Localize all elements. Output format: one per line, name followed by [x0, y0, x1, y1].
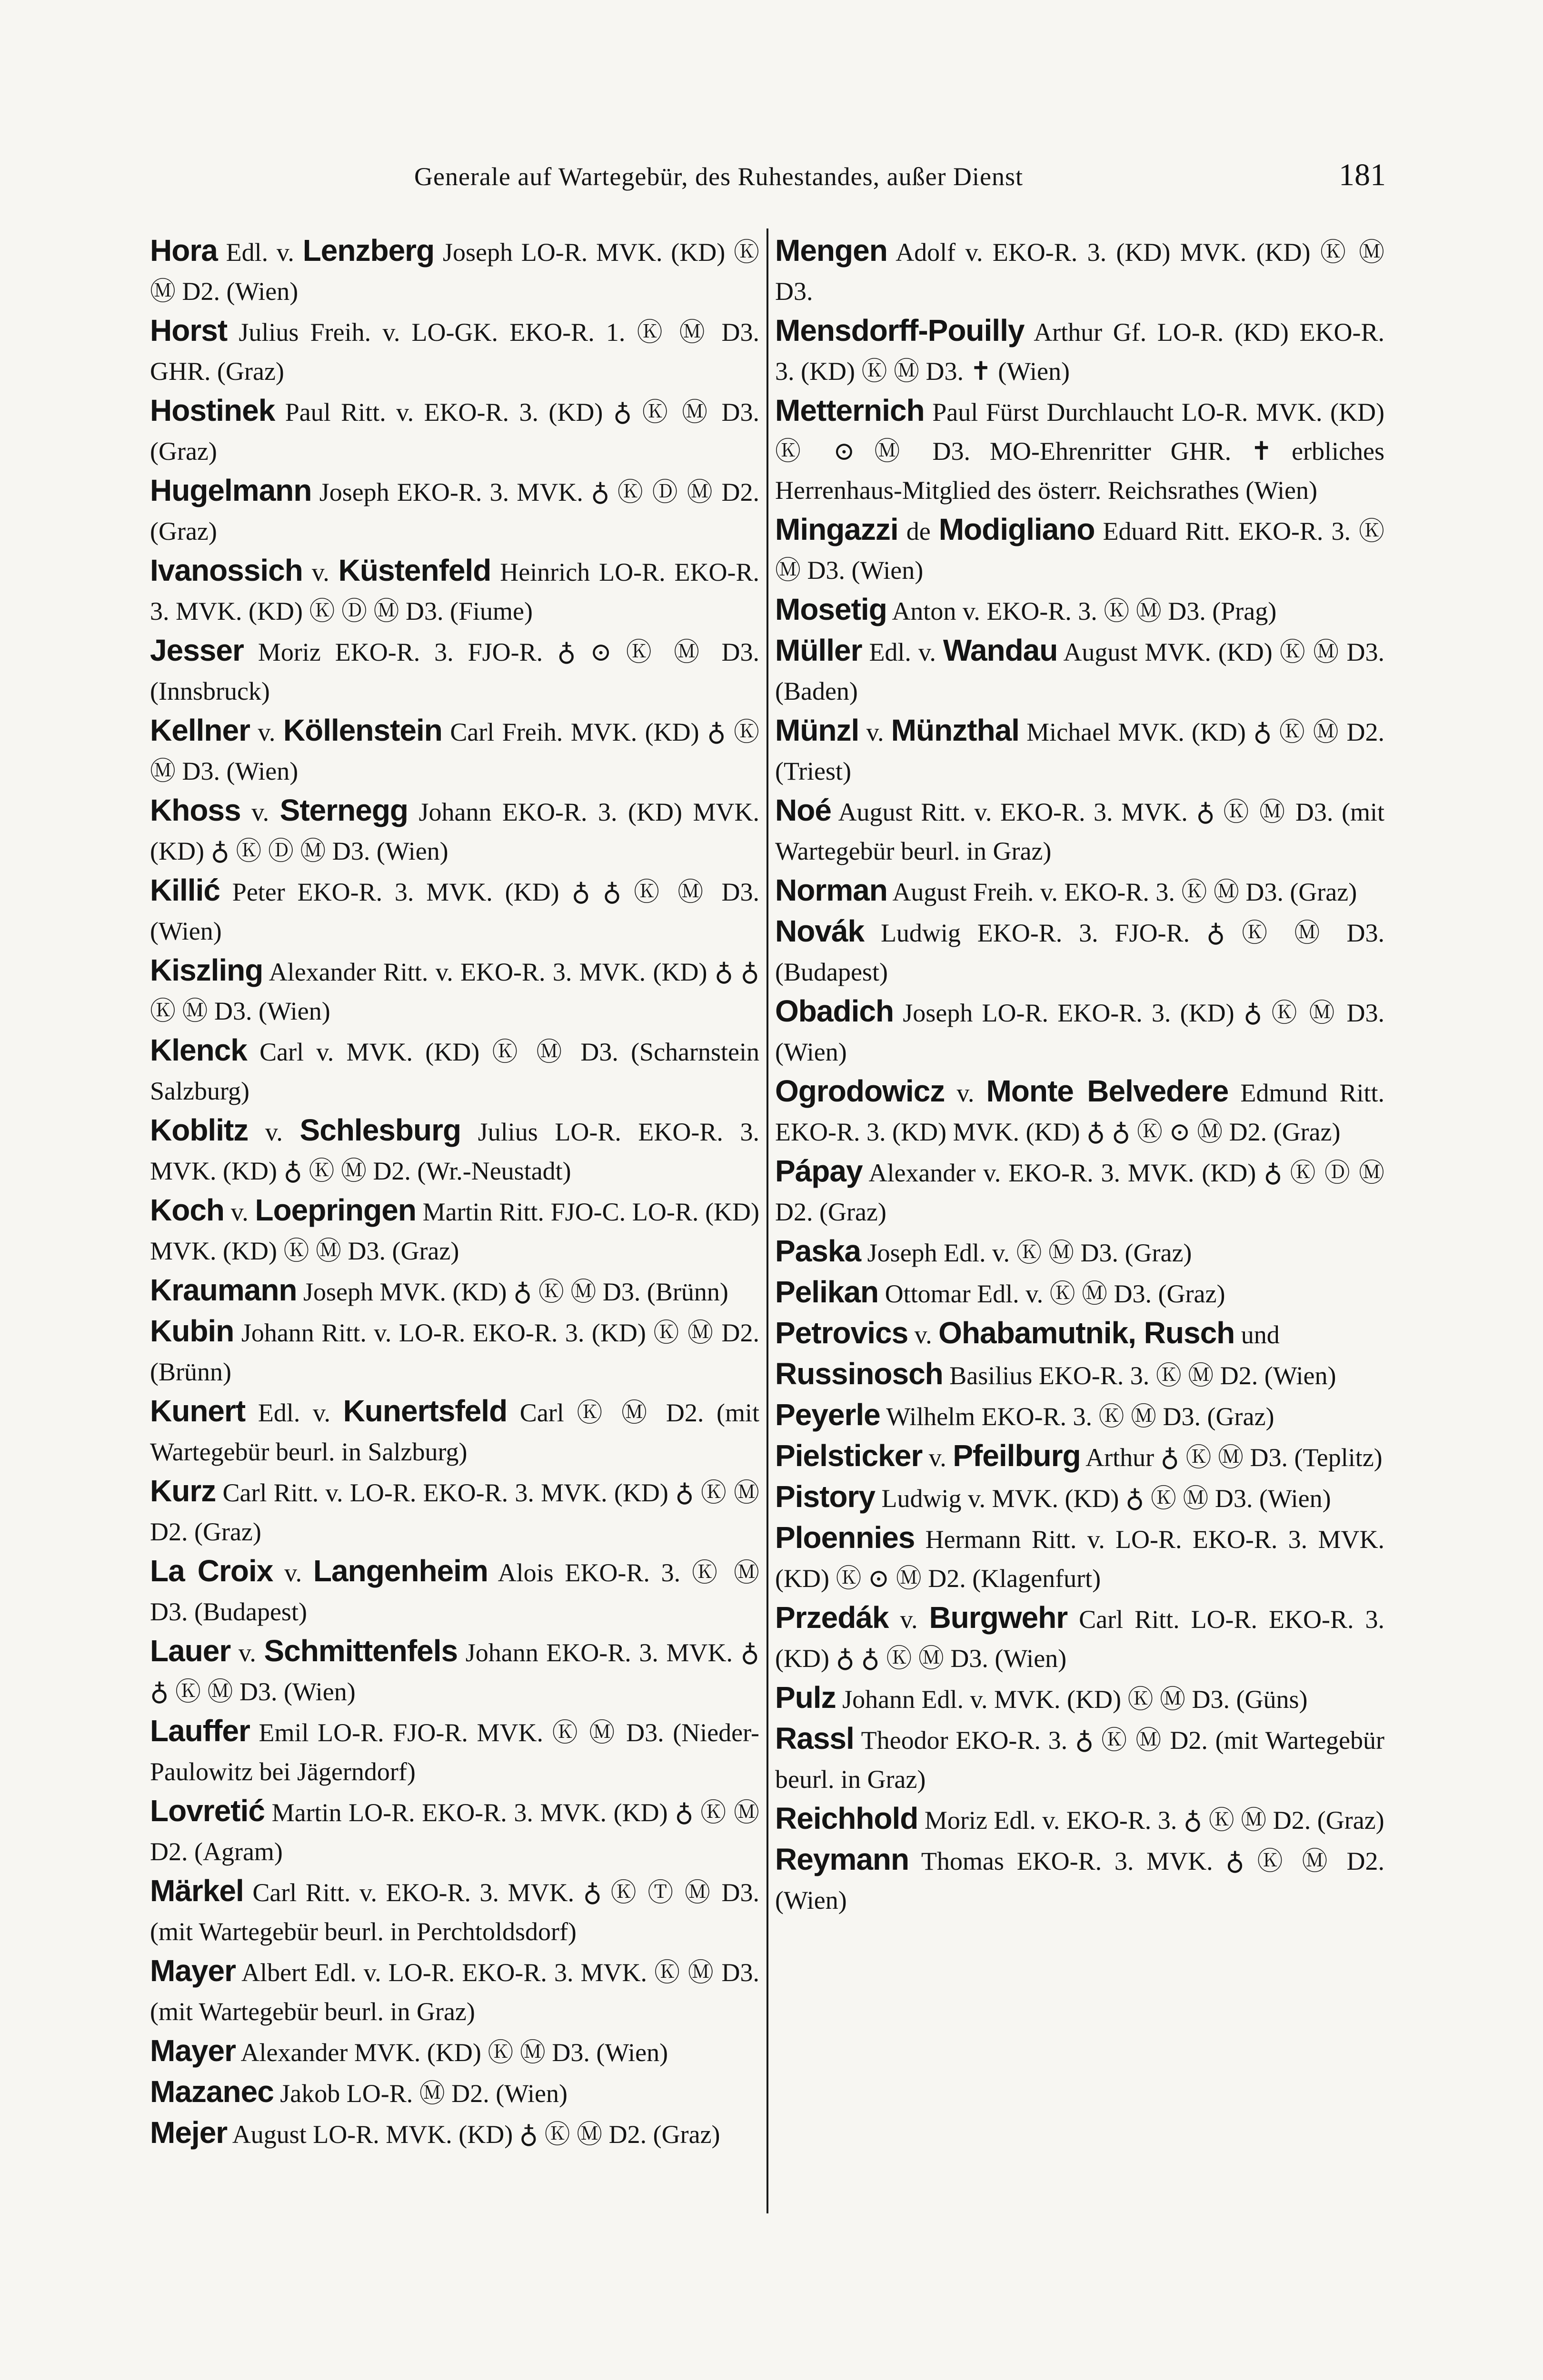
entry-details: Alexander MVK. (KD) Ⓚ Ⓜ D3. (Wien) [240, 2038, 668, 2067]
entry-surname: Pelikan [775, 1275, 879, 1309]
register-entry [150, 1391, 759, 1471]
entry-particle: Edl. v. [258, 1398, 330, 1427]
entry-surname: Mengen [775, 233, 887, 268]
entry-details: August LO-R. MVK. (KD) ♁ Ⓚ Ⓜ D2. (Graz) [232, 2120, 720, 2149]
entry-surname: Ivanossich [150, 553, 303, 587]
entry-surname: Pápay [775, 1154, 863, 1188]
register-entry [775, 1231, 1384, 1272]
entry-surname: Metternich [775, 393, 925, 427]
entry-particle: Edl. v. [869, 638, 936, 666]
entry-details: Carl v. MVK. (KD) Ⓚ Ⓜ D3. (Scharnstein Salzburg) [150, 1038, 759, 1105]
entry-predicate: Wandau [943, 633, 1058, 667]
entry-details: Eduard Ritt. EKO-R. 3. Ⓚ Ⓜ D3. (Wien) [775, 517, 1384, 585]
register-entry [150, 951, 759, 1031]
entry-details: Johann Edl. v. MVK. (KD) Ⓚ Ⓜ D3. (Güns) [842, 1685, 1308, 1714]
entry-particle: v. [284, 1558, 302, 1587]
column-divider [767, 228, 768, 2213]
register-entry [150, 2072, 759, 2113]
entry-surname: Pulz [775, 1680, 836, 1715]
register-entry [775, 1518, 1384, 1598]
entry-surname: Peyerle [775, 1398, 880, 1432]
register-entry [775, 1598, 1384, 1678]
entry-predicate: Monte Belvedere [986, 1074, 1229, 1108]
entry-surname: Russinosch [775, 1357, 943, 1391]
entry-particle: Edl. v. [226, 238, 294, 267]
entry-details: Heinrich LO-R. EKO-R. 3. MVK. (KD) Ⓚ Ⓓ Ⓜ D3. (Fiume) [150, 558, 759, 625]
entry-surname: Noé [775, 793, 831, 827]
entry-details: Martin LO-R. EKO-R. 3. MVK. (KD) ♁ Ⓚ Ⓜ D2. (Agram) [150, 1798, 760, 1866]
entry-predicate: Köllenstein [283, 713, 442, 747]
entry-details: Jakob LO-R. Ⓜ D2. (Wien) [280, 2079, 567, 2108]
entry-particle: v. [866, 718, 884, 746]
entry-surname: Ogrodowicz [775, 1074, 945, 1108]
entry-details: Julius Freih. v. LO-GK. EKO-R. 1. Ⓚ Ⓜ D3. GHR. (Graz) [150, 318, 760, 386]
entry-details: Johann Ritt. v. LO-R. EKO-R. 3. (KD) Ⓚ Ⓜ D2. (Brünn) [150, 1319, 760, 1386]
entry-details: Carl Ritt. v. EKO-R. 3. MVK. ♁ Ⓚ Ⓣ Ⓜ D3. (mit Wartegebür beurl. in Perchtoldsdorf) [150, 1878, 760, 1946]
entry-details: Carl Ritt. LO-R. EKO-R. 3. (KD) ♁ ♁ Ⓚ Ⓜ D3. (Wien) [775, 1605, 1384, 1673]
register-entry [150, 631, 759, 711]
entry-particle: v. [251, 798, 269, 826]
entry-particle: v. [258, 718, 276, 746]
entry-predicate: Kunertsfeld [343, 1394, 508, 1428]
entry-details: Peter EKO-R. 3. MVK. (KD) ♁ ♁ Ⓚ Ⓜ D3. (Wien) [150, 878, 760, 945]
entry-surname: Obadich [775, 994, 894, 1028]
entry-details: Joseph MVK. (KD) ♁ Ⓚ Ⓜ D3. (Brünn) [303, 1278, 728, 1306]
entry-details: Emil LO-R. FJO-R. MVK. Ⓚ Ⓜ D3. (Nieder-Paulowitz bei Jägerndorf) [150, 1718, 760, 1786]
entry-particle: v. [265, 1118, 283, 1146]
entry-details: August Freih. v. EKO-R. 3. Ⓚ Ⓜ D3. (Graz) [892, 878, 1357, 906]
entry-surname: Müller [775, 633, 862, 667]
register-entry [150, 1111, 759, 1190]
entry-details: Alexander Ritt. v. EKO-R. 3. MVK. (KD) ♁ ♁ Ⓚ Ⓜ D3. (Wien) [150, 958, 759, 1025]
register-entry [150, 311, 759, 391]
entry-predicate: Pfeilburg [953, 1438, 1081, 1473]
entry-surname: Norman [775, 873, 887, 907]
entry-details: Paul Ritt. v. EKO-R. 3. (KD) ♁ Ⓚ Ⓜ D3. (Graz) [150, 398, 760, 466]
entry-surname: Hugelmann [150, 473, 312, 507]
entry-details: Adolf v. EKO-R. 3. (KD) MVK. (KD) Ⓚ Ⓜ D3. [775, 238, 1384, 306]
register-entry [150, 711, 759, 791]
entry-particle: v. [956, 1079, 975, 1107]
entry-surname: Novák [775, 914, 865, 948]
entry-details: Johann EKO-R. 3. (KD) MVK. (KD) ♁ Ⓚ Ⓓ Ⓜ D3. (Wien) [150, 798, 759, 865]
register-entry [775, 1151, 1384, 1231]
entry-surname: Reichhold [775, 1801, 918, 1835]
entry-details: Joseph LO-R. EKO-R. 3. (KD) ♁ Ⓚ Ⓜ D3. (Wien) [775, 999, 1384, 1066]
register-entry [775, 311, 1384, 391]
entry-details: Michael MVK. (KD) ♁ Ⓚ Ⓜ D2. (Triest) [775, 718, 1384, 785]
entry-surname: Kiszling [150, 953, 263, 987]
entry-surname: La Croix [150, 1554, 273, 1588]
register-entry [150, 391, 759, 471]
entry-surname: Kurz [150, 1474, 216, 1508]
register-entry [775, 631, 1384, 711]
register-entry [150, 2031, 759, 2072]
entry-predicate: Schmittenfels [264, 1634, 458, 1668]
register-entry [775, 1678, 1384, 1719]
entry-surname: Pistory [775, 1479, 875, 1514]
entry-surname: Rassl [775, 1721, 854, 1755]
register-entry [150, 1551, 759, 1631]
register-entry [150, 471, 759, 551]
entry-surname: Märkel [150, 1874, 244, 1908]
entry-predicate: Ohabamutnik, Rusch [938, 1316, 1235, 1350]
entry-details: Arthur ♁ Ⓚ Ⓜ D3. (Teplitz) [1085, 1443, 1383, 1472]
entry-surname: Klenck [150, 1033, 247, 1067]
entry-surname: Khoss [150, 793, 241, 827]
entry-details: Moriz Edl. v. EKO-R. 3. ♁ Ⓚ Ⓜ D2. (Graz) [924, 1806, 1384, 1835]
entry-surname: Jesser [150, 633, 244, 667]
entry-details: Basilius EKO-R. 3. Ⓚ Ⓜ D2. (Wien) [949, 1361, 1336, 1390]
entry-surname: Mensdorff-Pouilly [775, 313, 1025, 347]
entry-particle: v. [311, 558, 329, 586]
entry-details: Hermann Ritt. v. LO-R. EKO-R. 3. MVK. (KD) Ⓚ ⊙ Ⓜ D2. (Klagenfurt) [775, 1525, 1384, 1593]
entry-details: Thomas EKO-R. 3. MVK. ♁ Ⓚ Ⓜ D2. (Wien) [775, 1847, 1384, 1914]
entry-surname: Hora [150, 233, 218, 268]
register-entry [775, 1395, 1384, 1436]
register-entry [775, 1272, 1384, 1313]
register-entry [775, 1477, 1384, 1518]
entry-surname: Mayer [150, 1954, 236, 1988]
entry-predicate: Langenheim [313, 1554, 488, 1588]
entry-details: Paul Fürst Durchlaucht LO-R. MVK. (KD) Ⓚ ⊙ Ⓜ D3. MO-Ehrenritter GHR. ✝ erbliches Herrenhaus-Mitglied des österr. Reichsrathes (Wien) [775, 398, 1385, 505]
register-entry [775, 391, 1384, 510]
entry-details: Ludwig v. MVK. (KD) ♁ Ⓚ Ⓜ D3. (Wien) [881, 1484, 1331, 1513]
register-entry [150, 791, 759, 871]
entry-surname: Koblitz [150, 1113, 249, 1147]
entry-predicate: Lenzberg [302, 233, 435, 268]
register-entry [150, 1031, 759, 1111]
entry-surname: Koch [150, 1193, 224, 1227]
entry-surname: Hostinek [150, 393, 275, 427]
entry-predicate: Münzthal [891, 713, 1019, 747]
register-entry [775, 1799, 1384, 1840]
register-entry [150, 871, 759, 951]
entry-surname: Pielsticker [775, 1438, 923, 1473]
register-entry [775, 711, 1384, 791]
register-entry [150, 1951, 759, 2031]
entry-surname: Kunert [150, 1394, 246, 1428]
entry-surname: Mejer [150, 2115, 228, 2150]
entry-details: August Ritt. v. EKO-R. 3. MVK. ♁ Ⓚ Ⓜ D3. (mit Wartegebür beurl. in Graz) [775, 798, 1385, 865]
register-entry [775, 1436, 1384, 1477]
entry-details: Edmund Ritt. EKO-R. 3. (KD) MVK. (KD) ♁ ♁ Ⓚ ⊙ Ⓜ D2. (Graz) [775, 1079, 1385, 1146]
entry-details: Ottomar Edl. v. Ⓚ Ⓜ D3. (Graz) [885, 1279, 1225, 1308]
entry-surname: Kellner [150, 713, 250, 747]
register-entry [775, 992, 1384, 1071]
entry-details: Ludwig EKO-R. 3. FJO-R. ♁ Ⓚ Ⓜ D3. (Budapest) [775, 919, 1384, 986]
entry-details: Moriz EKO-R. 3. FJO-R. ♁ ⊙ Ⓚ Ⓜ D3. (Innsbruck) [150, 638, 759, 705]
register-entry [775, 1313, 1384, 1354]
entry-details: Theodor EKO-R. 3. ♁ Ⓚ Ⓜ D2. (mit Wartegebür beurl. in Graz) [775, 1726, 1384, 1794]
register-entry [150, 1791, 759, 1871]
left-column [150, 231, 759, 2154]
entry-surname: Kraumann [150, 1273, 297, 1307]
entry-particle: v. [928, 1443, 946, 1472]
entry-details: Martin Ritt. FJO-C. LO-R. (KD) MVK. (KD) Ⓚ Ⓜ D3. (Graz) [150, 1198, 760, 1265]
entry-particle: v. [230, 1198, 249, 1226]
entry-surname: Mingazzi [775, 512, 898, 546]
register-entry [775, 1071, 1384, 1151]
entry-details: Wilhelm EKO-R. 3. Ⓚ Ⓜ D3. (Graz) [886, 1402, 1274, 1431]
register-entry [150, 1471, 759, 1551]
entry-details: Carl Ritt. v. LO-R. EKO-R. 3. MVK. (KD) ♁ Ⓚ Ⓜ D2. (Graz) [150, 1478, 759, 1546]
entry-details: Anton v. EKO-R. 3. Ⓚ Ⓜ D3. (Prag) [892, 597, 1277, 625]
entry-details: Johann EKO-R. 3. MVK. ♁ ♁ Ⓚ Ⓜ D3. (Wien) [150, 1638, 760, 1706]
register-entry [775, 510, 1384, 590]
entry-details: Albert Edl. v. LO-R. EKO-R. 3. MVK. Ⓚ Ⓜ D3. (mit Wartegebür beurl. in Graz) [150, 1958, 759, 2026]
entry-details: Joseph Edl. v. Ⓚ Ⓜ D3. (Graz) [867, 1239, 1192, 1267]
entry-predicate: Küstenfeld [338, 553, 491, 587]
register-entry [150, 1871, 759, 1951]
entry-surname: Reymann [775, 1842, 909, 1876]
entry-details: und [1241, 1320, 1280, 1349]
entry-details: Alexander v. EKO-R. 3. MVK. (KD) ♁ Ⓚ Ⓓ Ⓜ D2. (Graz) [775, 1159, 1384, 1226]
entry-predicate: Loepringen [255, 1193, 416, 1227]
page-header [157, 157, 1386, 200]
register-entry [150, 1270, 759, 1311]
entry-predicate: Sternegg [279, 793, 408, 827]
entry-details: Arthur Gf. LO-R. (KD) EKO-R. 3. (KD) Ⓚ Ⓜ D3. ✝ (Wien) [775, 318, 1384, 386]
entry-surname: Paska [775, 1234, 861, 1268]
entry-predicate: Modigliano [938, 512, 1095, 546]
right-column [775, 231, 1384, 1920]
register-entry [150, 551, 759, 631]
entry-surname: Mazanec [150, 2074, 274, 2109]
entry-particle: v. [238, 1638, 256, 1667]
register-entry [775, 590, 1384, 631]
register-entry [775, 1840, 1384, 1920]
register-entry [775, 871, 1384, 912]
register-entry [150, 1311, 759, 1391]
entry-predicate: Schlesburg [299, 1113, 461, 1147]
page-number: 181 [1339, 158, 1386, 192]
entry-details: Joseph EKO-R. 3. MVK. ♁ Ⓚ Ⓓ Ⓜ D2. (Graz) [150, 478, 759, 545]
entry-details: Carl Freih. MVK. (KD) ♁ Ⓚ Ⓜ D3. (Wien) [150, 718, 760, 785]
register-entry [775, 791, 1384, 871]
entry-particle: de [906, 517, 931, 545]
entry-surname: Lauer [150, 1634, 231, 1668]
entry-details: Julius LO-R. EKO-R. 3. MVK. (KD) ♁ Ⓚ Ⓜ D2. (Wr.-Neustadt) [150, 1118, 760, 1185]
register-entry [775, 1719, 1384, 1799]
register-entry [150, 1711, 759, 1791]
entry-details: August MVK. (KD) Ⓚ Ⓜ D3. (Baden) [775, 638, 1385, 705]
register-entry [775, 912, 1384, 992]
entry-surname: Horst [150, 313, 228, 347]
register-entry [775, 1354, 1384, 1395]
entry-surname: Ploennies [775, 1520, 915, 1555]
entry-predicate: Burgwehr [929, 1600, 1068, 1635]
entry-surname: Mayer [150, 2033, 236, 2068]
register-entry [150, 1190, 759, 1270]
running-title: Generale auf Wartegebür, des Ruhestandes, außer Dienst [414, 162, 1024, 191]
entry-surname: Mosetig [775, 592, 887, 626]
register-entry [150, 231, 759, 311]
entry-surname: Przedák [775, 1600, 889, 1635]
register-entry [150, 2113, 759, 2154]
register-entry [150, 1631, 759, 1711]
register-entry [775, 231, 1384, 311]
entry-surname: Münzl [775, 713, 859, 747]
entry-details: Carl Ⓚ Ⓜ D2. (mit Wartegebür beurl. in Salzburg) [150, 1398, 759, 1466]
entry-surname: Killić [150, 873, 220, 907]
entry-surname: Lovretić [150, 1794, 265, 1828]
entry-particle: v. [900, 1605, 918, 1634]
entry-surname: Kubin [150, 1314, 234, 1348]
entry-surname: Lauffer [150, 1714, 250, 1748]
entry-particle: v. [914, 1320, 932, 1349]
entry-details: Alois EKO-R. 3. Ⓚ Ⓜ D3. (Budapest) [150, 1558, 760, 1626]
entry-details: Joseph LO-R. MVK. (KD) Ⓚ Ⓜ D2. (Wien) [150, 238, 760, 306]
entry-surname: Petrovics [775, 1316, 908, 1350]
